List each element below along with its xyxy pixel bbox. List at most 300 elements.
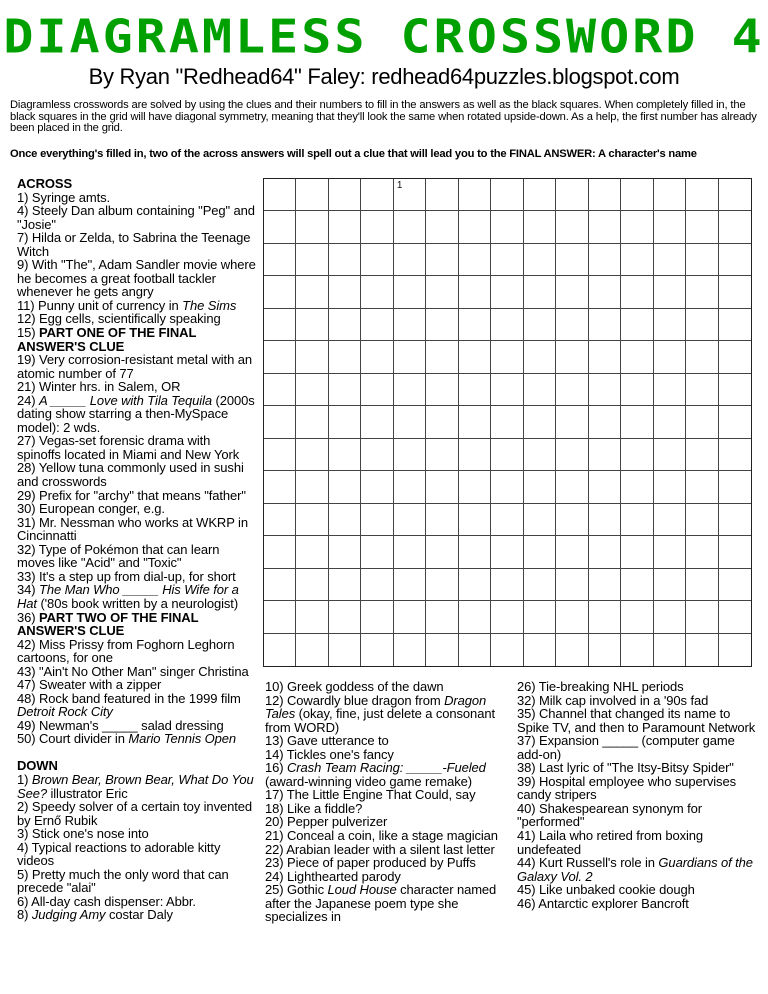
grid-cell[interactable] — [686, 244, 718, 276]
clue-number: 9) — [17, 257, 32, 273]
grid-cell[interactable] — [686, 569, 718, 601]
grid-cell[interactable] — [426, 341, 458, 373]
grid-cell[interactable] — [264, 309, 296, 341]
grid-cell[interactable] — [686, 374, 718, 406]
grid-cell[interactable] — [426, 569, 458, 601]
final-answer-note: Once everything's filled in, two of the across answers will spell out a clue that will lead you to the FINAL ANSWER: A character's name — [10, 148, 697, 160]
clue-item — [17, 299, 257, 313]
grid-cell[interactable] — [361, 244, 393, 276]
grid-cell[interactable] — [361, 374, 393, 406]
grid-cell[interactable] — [361, 309, 393, 341]
clues-column-left — [17, 177, 257, 922]
grid-cell[interactable] — [264, 601, 296, 633]
grid-cell[interactable] — [491, 601, 523, 633]
grid-cell[interactable] — [491, 536, 523, 568]
clue-text: Gothic — [287, 882, 328, 898]
grid-cell[interactable] — [361, 536, 393, 568]
grid-cell[interactable] — [524, 601, 556, 633]
grid-cell[interactable] — [491, 439, 523, 471]
grid-cell[interactable] — [654, 211, 686, 243]
grid-cell[interactable] — [524, 341, 556, 373]
grid-cell[interactable] — [329, 374, 361, 406]
grid-cell[interactable] — [459, 536, 491, 568]
grid-cell[interactable] — [491, 504, 523, 536]
grid-cell[interactable] — [264, 211, 296, 243]
grid-cell[interactable] — [719, 634, 751, 666]
clue-item — [265, 815, 510, 829]
grid-cell[interactable] — [524, 244, 556, 276]
clue-number: 30) — [17, 501, 40, 517]
grid-cell[interactable] — [589, 406, 621, 438]
grid-cell[interactable] — [719, 244, 751, 276]
grid-cell[interactable] — [621, 244, 653, 276]
clue-text: Steely Dan album containing "Peg" and "Josie" — [17, 203, 255, 232]
grid-cell[interactable] — [459, 374, 491, 406]
grid-cell[interactable] — [556, 244, 588, 276]
grid-cell[interactable] — [426, 276, 458, 308]
grid-cell[interactable] — [329, 406, 361, 438]
grid-cell[interactable] — [264, 439, 296, 471]
grid-cell[interactable] — [686, 179, 718, 211]
grid-cell[interactable] — [264, 471, 296, 503]
grid-cell[interactable] — [556, 601, 588, 633]
grid-cell[interactable] — [296, 601, 328, 633]
crossword-grid[interactable] — [263, 178, 752, 667]
grid-cell[interactable] — [589, 276, 621, 308]
grid-cell[interactable] — [459, 634, 491, 666]
clue-item — [17, 908, 257, 922]
grid-cell[interactable] — [589, 601, 621, 633]
grid-cell[interactable] — [491, 569, 523, 601]
grid-cell[interactable] — [426, 504, 458, 536]
clue-item — [17, 678, 257, 692]
clue-text: "Ain't No Other Man" singer Christina — [39, 663, 249, 679]
grid-cell[interactable] — [394, 211, 426, 243]
grid-cell[interactable] — [524, 439, 556, 471]
clue-item — [517, 694, 762, 708]
grid-cell[interactable] — [719, 309, 751, 341]
grid-cell[interactable] — [394, 341, 426, 373]
grid-cell[interactable] — [459, 276, 491, 308]
grid-cell[interactable] — [686, 211, 718, 243]
clue-number: 7) — [17, 230, 32, 246]
grid-cell[interactable] — [264, 504, 296, 536]
grid-cell[interactable] — [719, 374, 751, 406]
clue-number: 25) — [265, 882, 288, 898]
clue-item — [17, 258, 257, 299]
grid-cell[interactable] — [426, 406, 458, 438]
clue-number: 26) — [517, 679, 539, 694]
grid-cell[interactable] — [654, 309, 686, 341]
grid-cell[interactable] — [361, 634, 393, 666]
clue-text: Detroit Rock City — [17, 704, 113, 720]
grid-cell[interactable] — [329, 471, 361, 503]
clue-number: 45) — [517, 882, 540, 898]
grid-cell[interactable] — [621, 179, 653, 211]
grid-cell[interactable] — [556, 504, 588, 536]
grid-cell[interactable] — [459, 471, 491, 503]
clue-item — [17, 773, 257, 800]
clue-number: 39) — [517, 773, 540, 789]
clue-text: Mr. Nessman who works at WKRP in Cincinnatti — [17, 514, 248, 544]
clue-item — [265, 843, 510, 857]
grid-cell[interactable] — [686, 634, 718, 666]
grid-cell[interactable] — [394, 244, 426, 276]
clue-number: 22) — [265, 841, 287, 857]
grid-cell[interactable] — [329, 244, 361, 276]
grid-cell[interactable] — [296, 634, 328, 666]
grid-cell[interactable] — [654, 244, 686, 276]
grid-cell[interactable] — [296, 439, 328, 471]
grid-cell[interactable] — [361, 569, 393, 601]
grid-cell[interactable] — [361, 341, 393, 373]
grid-cell[interactable] — [556, 179, 588, 211]
clue-item — [17, 692, 257, 719]
grid-cell[interactable] — [426, 244, 458, 276]
grid-cell[interactable] — [426, 179, 458, 211]
grid-cell[interactable] — [296, 341, 328, 373]
grid-cell[interactable] — [719, 569, 751, 601]
clue-item — [17, 841, 257, 868]
grid-cell[interactable] — [654, 179, 686, 211]
grid-cell[interactable] — [491, 406, 523, 438]
clue-item — [517, 734, 762, 761]
grid-cell[interactable] — [524, 634, 556, 666]
grid-cell[interactable] — [556, 536, 588, 568]
clue-number: 12) — [17, 311, 40, 327]
clue-item — [17, 502, 257, 516]
clue-text: Brown Bear, Brown Bear, What Do You See? — [17, 772, 254, 801]
grid-cell[interactable] — [491, 244, 523, 276]
grid-cell[interactable] — [426, 471, 458, 503]
grid-cell[interactable] — [394, 406, 426, 438]
grid-cell[interactable] — [329, 634, 361, 666]
clue-text: (okay, fine, just delete a consonant from WORD) — [265, 706, 495, 735]
grid-cell[interactable] — [556, 276, 588, 308]
grid-cell[interactable] — [394, 309, 426, 341]
grid-cell[interactable] — [686, 601, 718, 633]
grid-cell[interactable] — [524, 504, 556, 536]
grid-cell[interactable] — [264, 374, 296, 406]
grid-cell[interactable] — [589, 536, 621, 568]
grid-cell[interactable] — [589, 569, 621, 601]
grid-cell[interactable] — [459, 569, 491, 601]
grid-cell[interactable] — [556, 471, 588, 503]
author-byline: By Ryan "Redhead64" Faley: redhead64puzzles.blogspot.com — [88, 64, 680, 89]
grid-cell[interactable] — [329, 439, 361, 471]
grid-cell[interactable] — [296, 276, 328, 308]
grid-cell[interactable] — [264, 276, 296, 308]
grid-cell[interactable] — [394, 634, 426, 666]
grid-cell[interactable] — [654, 374, 686, 406]
grid-cell[interactable] — [296, 374, 328, 406]
grid-cell[interactable] — [361, 211, 393, 243]
grid-cell[interactable] — [621, 471, 653, 503]
clue-text: Laila who retired from boxing undefeated — [517, 828, 704, 857]
grid-cell[interactable] — [491, 471, 523, 503]
grid-cell[interactable] — [296, 504, 328, 536]
grid-cell[interactable] — [524, 536, 556, 568]
grid-cell[interactable] — [329, 601, 361, 633]
grid-cell[interactable] — [719, 471, 751, 503]
clue-text: Loud House — [327, 882, 397, 898]
clue-text: Punny unit of currency in — [38, 297, 183, 313]
grid-cell[interactable] — [621, 341, 653, 373]
clue-text: Greek goddess of the dawn — [287, 679, 444, 694]
grid-cell[interactable] — [524, 569, 556, 601]
clue-text: (award-winning video game remake) — [265, 773, 472, 789]
grid-cell[interactable] — [491, 341, 523, 373]
grid-cell[interactable] — [329, 536, 361, 568]
clue-number: 33) — [17, 568, 40, 584]
grid-cell[interactable] — [394, 569, 426, 601]
grid-cell[interactable] — [426, 536, 458, 568]
grid-cell[interactable] — [589, 179, 621, 211]
grid-cell[interactable] — [459, 406, 491, 438]
grid-cell[interactable] — [524, 374, 556, 406]
clue-item — [517, 856, 762, 883]
grid-cell[interactable] — [654, 276, 686, 308]
clue-text: ('80s book written by a neurologist) — [36, 595, 239, 611]
grid-cell[interactable] — [589, 211, 621, 243]
grid-cell[interactable] — [621, 601, 653, 633]
clue-item — [17, 231, 257, 258]
grid-cell[interactable] — [459, 439, 491, 471]
clue-number: 46) — [517, 895, 539, 911]
grid-cell[interactable] — [329, 179, 361, 211]
grid-cell[interactable] — [459, 504, 491, 536]
grid-cell[interactable] — [394, 439, 426, 471]
grid-cell[interactable] — [459, 341, 491, 373]
grid-cell[interactable] — [686, 504, 718, 536]
grid-cell[interactable] — [621, 536, 653, 568]
grid-cell[interactable] — [524, 211, 556, 243]
clue-text: Cowardly blue dragon from — [287, 692, 445, 708]
clue-text: Tie-breaking NHL periods — [538, 679, 684, 694]
clue-number: 36) — [17, 609, 40, 625]
clue-number: 2) — [17, 799, 32, 815]
grid-cell[interactable] — [459, 601, 491, 633]
grid-cell[interactable] — [524, 309, 556, 341]
clue-text: European conger, e.g. — [39, 501, 165, 517]
clue-text: Arabian leader with a silent last letter — [286, 841, 495, 857]
grid-cell[interactable] — [654, 569, 686, 601]
grid-cell[interactable] — [264, 406, 296, 438]
clue-text: Shakespearean synonym for "performed" — [517, 800, 702, 830]
grid-cell[interactable] — [329, 504, 361, 536]
grid-cell[interactable] — [394, 374, 426, 406]
grid-cell[interactable] — [329, 309, 361, 341]
grid-cell[interactable] — [426, 634, 458, 666]
grid-cell[interactable] — [296, 536, 328, 568]
grid-cell[interactable] — [296, 406, 328, 438]
grid-cell[interactable] — [589, 309, 621, 341]
grid-cell[interactable] — [426, 374, 458, 406]
grid-cell[interactable] — [621, 309, 653, 341]
grid-cell[interactable] — [264, 569, 296, 601]
grid-cell[interactable] — [361, 439, 393, 471]
grid-cell[interactable] — [621, 406, 653, 438]
grid-cell[interactable] — [491, 374, 523, 406]
grid-cell[interactable] — [719, 504, 751, 536]
grid-cell[interactable] — [524, 276, 556, 308]
grid-cell[interactable] — [556, 406, 588, 438]
grid-cell[interactable] — [621, 634, 653, 666]
grid-cell[interactable] — [654, 634, 686, 666]
grid-cell[interactable] — [296, 471, 328, 503]
grid-cell[interactable] — [361, 406, 393, 438]
clue-number: 8) — [17, 907, 32, 923]
grid-cell[interactable] — [654, 471, 686, 503]
grid-cell[interactable] — [426, 439, 458, 471]
grid-cell[interactable] — [686, 341, 718, 373]
grid-cell[interactable] — [296, 179, 328, 211]
grid-cell[interactable] — [491, 179, 523, 211]
grid-cell[interactable] — [361, 179, 393, 211]
grid-cell[interactable] — [589, 439, 621, 471]
grid-cell[interactable] — [394, 601, 426, 633]
grid-cell[interactable] — [686, 276, 718, 308]
clue-number: 41) — [517, 828, 540, 844]
grid-cell[interactable] — [426, 601, 458, 633]
grid-cell[interactable] — [719, 276, 751, 308]
grid-cell[interactable] — [654, 341, 686, 373]
grid-cell[interactable] — [654, 536, 686, 568]
down-clue-list-part-1 — [17, 773, 257, 922]
grid-cell[interactable] — [491, 634, 523, 666]
grid-cell[interactable] — [394, 276, 426, 308]
grid-cell[interactable] — [426, 211, 458, 243]
clue-number: 16) — [265, 760, 288, 776]
grid-cell[interactable] — [264, 341, 296, 373]
grid-cell[interactable] — [491, 276, 523, 308]
clue-number: 18) — [265, 800, 288, 816]
grid-cell[interactable] — [426, 309, 458, 341]
grid-cell[interactable] — [621, 276, 653, 308]
grid-cell[interactable] — [361, 504, 393, 536]
grid-cell[interactable] — [589, 374, 621, 406]
grid-cell[interactable] — [361, 471, 393, 503]
grid-cell[interactable] — [329, 569, 361, 601]
grid-cell[interactable] — [524, 179, 556, 211]
grid-cell[interactable] — [264, 244, 296, 276]
clue-item — [17, 732, 257, 746]
grid-cell[interactable] — [589, 341, 621, 373]
grid-cell[interactable] — [394, 536, 426, 568]
grid-cell[interactable] — [556, 341, 588, 373]
grid-cell[interactable] — [329, 211, 361, 243]
clue-text: The Sims — [182, 297, 237, 313]
grid-cell[interactable] — [686, 471, 718, 503]
grid-cell[interactable] — [491, 309, 523, 341]
grid-cell[interactable] — [654, 504, 686, 536]
clue-number: 15) — [17, 325, 40, 341]
grid-cell[interactable] — [296, 569, 328, 601]
grid-cell[interactable] — [394, 179, 426, 211]
grid-cell[interactable] — [556, 569, 588, 601]
grid-cell[interactable] — [264, 179, 296, 211]
grid-cell[interactable] — [621, 569, 653, 601]
grid-cell[interactable] — [459, 179, 491, 211]
grid-cell[interactable] — [621, 374, 653, 406]
grid-cell[interactable] — [556, 374, 588, 406]
grid-cell[interactable] — [589, 634, 621, 666]
clue-text: Typical reactions to adorable kitty videos — [17, 839, 221, 869]
grid-cell[interactable] — [589, 471, 621, 503]
grid-cell[interactable] — [686, 439, 718, 471]
grid-cell[interactable] — [719, 211, 751, 243]
grid-cell[interactable] — [329, 276, 361, 308]
grid-cell[interactable] — [264, 536, 296, 568]
grid-cell[interactable] — [719, 601, 751, 633]
grid-cell[interactable] — [621, 504, 653, 536]
grid-cell[interactable] — [296, 244, 328, 276]
grid-cell[interactable] — [686, 536, 718, 568]
clue-item — [17, 800, 257, 827]
grid-cell[interactable] — [589, 504, 621, 536]
grid-cell[interactable] — [459, 244, 491, 276]
grid-cell[interactable] — [524, 471, 556, 503]
grid-cell[interactable] — [654, 439, 686, 471]
grid-cell[interactable] — [719, 179, 751, 211]
grid-cell[interactable] — [719, 341, 751, 373]
grid-cell[interactable] — [394, 504, 426, 536]
clue-text: Mario Tennis Open — [128, 731, 237, 747]
grid-cell[interactable] — [719, 536, 751, 568]
clue-item — [517, 707, 762, 734]
grid-cell[interactable] — [556, 439, 588, 471]
grid-cell[interactable] — [361, 276, 393, 308]
grid-cell[interactable] — [654, 601, 686, 633]
clue-item — [17, 827, 257, 841]
grid-cell[interactable] — [621, 439, 653, 471]
grid-cell[interactable] — [556, 634, 588, 666]
clue-text: Newman's _____ salad dressing — [39, 717, 224, 733]
down-clue-list-part-3 — [517, 680, 762, 910]
grid-cell[interactable] — [719, 439, 751, 471]
grid-cell[interactable] — [296, 309, 328, 341]
grid-cell[interactable] — [296, 211, 328, 243]
clue-text: Pretty much the only word that can precede "alai" — [17, 866, 229, 896]
clue-text: A _____ Love with Tila Tequila — [39, 392, 212, 408]
grid-cell[interactable] — [329, 341, 361, 373]
grid-cell[interactable] — [459, 309, 491, 341]
clue-number: 28) — [17, 460, 39, 476]
grid-cell[interactable] — [361, 601, 393, 633]
grid-cell[interactable] — [524, 406, 556, 438]
clue-text: With "The", Adam Sandler movie where he becomes a great football tackler whenever he gets angry — [17, 257, 256, 300]
clue-text: Syringe amts. — [31, 189, 111, 205]
grid-cell[interactable] — [556, 309, 588, 341]
clue-item — [17, 719, 257, 733]
grid-cell[interactable] — [556, 211, 588, 243]
grid-cell[interactable] — [589, 244, 621, 276]
grid-cell[interactable] — [719, 406, 751, 438]
clue-text: costar Daly — [105, 907, 173, 923]
clue-text: Expansion _____ (computer game add-on) — [517, 733, 735, 762]
grid-cell[interactable] — [686, 406, 718, 438]
grid-cell[interactable] — [264, 634, 296, 666]
grid-cell[interactable] — [654, 406, 686, 438]
grid-cell[interactable] — [394, 471, 426, 503]
grid-cell[interactable] — [459, 211, 491, 243]
grid-cell[interactable] — [686, 309, 718, 341]
clue-item — [17, 543, 257, 570]
clue-item — [265, 856, 510, 870]
grid-cell[interactable] — [621, 211, 653, 243]
grid-cell[interactable] — [491, 211, 523, 243]
clue-number: 31) — [17, 514, 40, 530]
